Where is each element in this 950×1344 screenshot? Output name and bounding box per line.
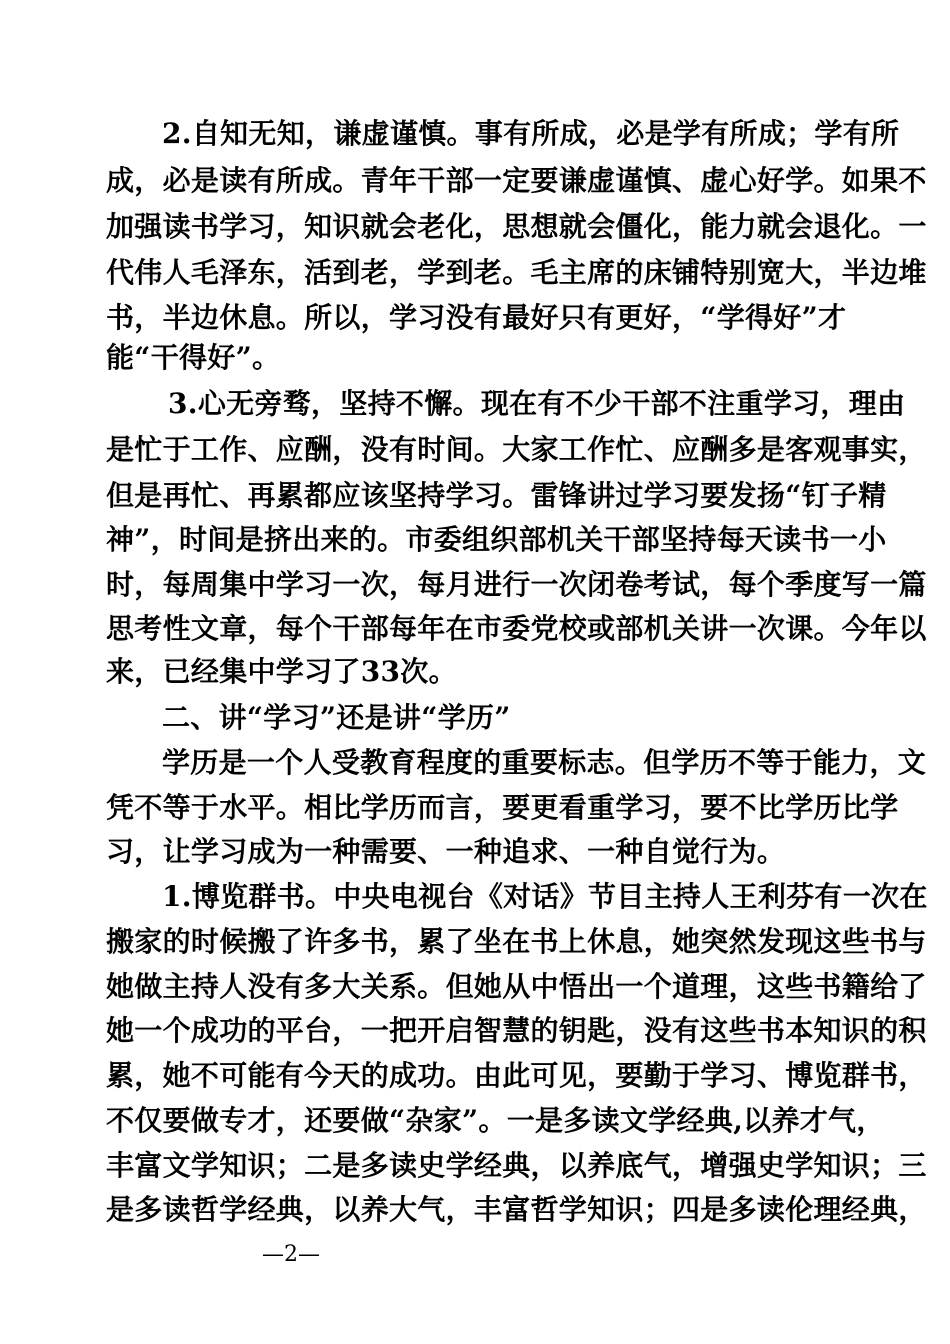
text-line-1: 2.自知无知，谦虚谨慎。事有所成，必是学有所成；学有所 [162, 117, 900, 150]
text-line-21: 她一个成功的平台，一把开启智慧的钥匙，没有这些书本知识的积 [106, 1014, 927, 1047]
text-line-4: 代伟人毛泽东，活到老，学到老。毛主席的床铺特别宽大，半边堆 [106, 256, 927, 289]
text-line-20: 她做主持人没有多大关系。但她从中悟出一个道理，这些书籍给了 [106, 970, 927, 1003]
section-heading: 二、讲“学习”还是讲“学历” [162, 701, 511, 734]
text-line-9: 但是再忙、再累都应该坚持学习。雷锋讲过学习要发扬“钉子精 [106, 479, 887, 512]
text-line-5: 书，半边休息。所以，学习没有最好只有更好，“学得好”才 [106, 301, 847, 334]
text-line-3: 加强读书学习，知识就会老化，思想就会僵化，能力就会退化。一 [106, 210, 927, 243]
text-line-6: 能“干得好”。 [106, 341, 281, 374]
text-line-24: 丰富文学知识；二是多读史学经典，以养底气，增强史学知识；三 [106, 1149, 927, 1182]
page-number: —2— [262, 1242, 320, 1267]
text-line-13: 来，已经集中学习了33次。 [106, 655, 457, 688]
text-line-16: 凭不等于水平。相比学历而言，要更看重学习，要不比学历比学 [106, 791, 899, 824]
text-line-25: 是多读哲学经典，以养大气，丰富哲学知识；四是多读伦理经典， [106, 1193, 927, 1226]
text-line-15: 学历是一个人受教育程度的重要标志。但学历不等于能力，文 [162, 746, 927, 779]
text-line-11: 时，每周集中学习一次，每月进行一次闭卷考试，每个季度写一篇 [106, 568, 927, 601]
text-line-2: 成，必是读有所成。青年干部一定要谦虚谨慎、虚心好学。如果不 [106, 164, 927, 197]
text-line-8: 是忙于工作、应酬，没有时间。大家工作忙、应酬多是客观事实， [106, 433, 927, 466]
text-line-17: 习，让学习成为一种需要、一种追求、一种自觉行为。 [106, 835, 786, 868]
text-line-10: 神”，时间是挤出来的。市委组织部机关干部坚持每天读书一小 [106, 523, 887, 556]
text-line-23: 不仅要做专才，还要做“杂家”。一是多读文学经典,以养才气， [106, 1104, 885, 1137]
text-line-18: 1.博览群书。中央电视台《对话》节目主持人王利芬有一次在 [162, 880, 928, 913]
text-line-12: 思考性文章，每个干部每年在市委党校或部机关讲一次课。今年以 [106, 612, 927, 645]
text-line-19: 搬家的时候搬了许多书，累了坐在书上休息，她突然发现这些书与 [106, 925, 927, 958]
text-line-22: 累，她不可能有今天的成功。由此可见，要勤于学习、博览群书， [106, 1059, 927, 1092]
text-line-7: 3.心无旁骛，坚持不懈。现在有不少干部不注重学习，理由 [168, 387, 906, 420]
